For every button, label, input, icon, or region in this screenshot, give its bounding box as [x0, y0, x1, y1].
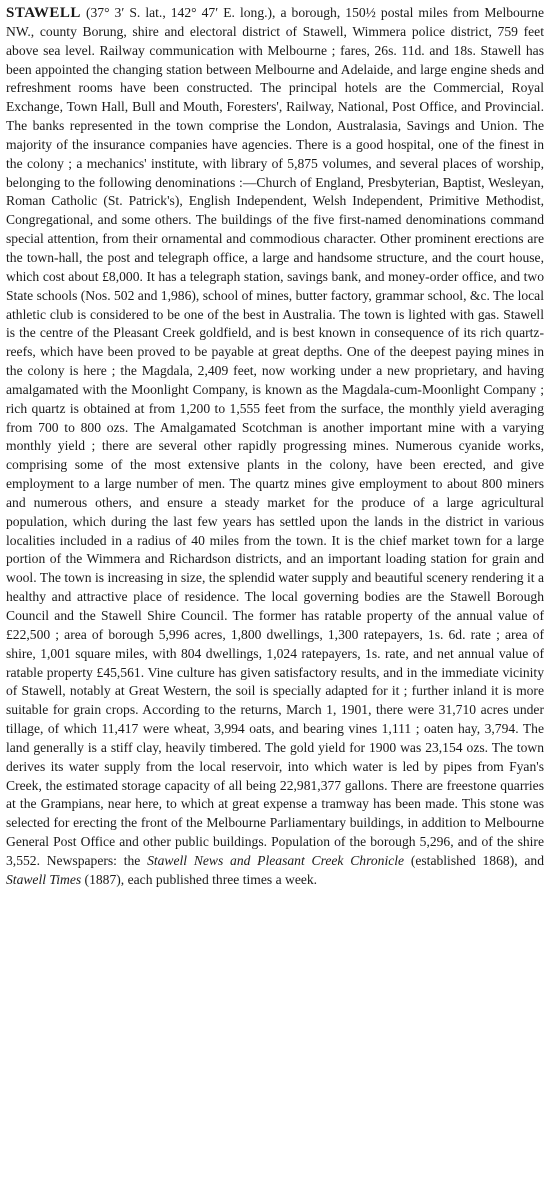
newspaper-title: Stawell Times	[6, 871, 82, 887]
entry-body-text: (37° 3′ S. lat., 142° 47′ E. long.), a borough, 150½ postal miles from Melbourne NW., county Borung, shire and electoral district of Stawell, Wimmera police district, 759 feet above sea level. Railway communication with Melbourne ; fares, 26s. 11d. and 18s. Stawell has been appointed the changing station between Melbourne and Adelaide, and large engine sheds and refreshment rooms have been constructed. The principal hotels are the Commercial, Royal Exchange, Town Hall, Bull and Mouth, Foresters', Railway, National, Post Office, and Provincial. The banks represented in the town comprise the London, Australasia, Savings and Union. The majority of the insurance companies have agencies. There is a good hospital, one of the finest in the colony ; a mechanics' institute, with library of 5,875 volumes, and several places of worship, belonging to the following denominations :—Church of England, Presbyterian, Baptist, Wesleyan, Roman Catholic (St. Patrick's), English Independent, Welsh Independent, Primitive Methodist, Congregational, and some others. The buildings of the five first-named denominations command special attention, from their ornamental and commodious character. Other prominent erections are the town-hall, the post and telegraph office, a large and handsome structure, and the court house, which cost about £8,000. It has a telegraph station, savings bank, and money-order office, and two State schools (Nos. 502 and 1,986), school of mines, butter factory, grammar school, &c. The local athletic club is considered to be one of the best in Australia. The town is lighted with gas. Stawell is the centre of the Pleasant Creek goldfield, and is best known in consequence of its rich quartz-reefs, which have been proved to be payable at great depths. One of the deepest paying mines in the colony is here ; the Magdala, 2,409 feet, now working under a new proprietary, and having amalgamated with the Moonlight Company, is known as the Magdala-cum-Moonlight Company ; rich quartz is obtained at from 1,200 to 1,555 feet from the surface, the monthly yield averaging from 700 to 800 ozs. The Amalgamated Scotchman is another important mine with a varying monthly yield ; there are several other rapidly progressing mines. Numerous cyanide works, comprising some of the most extensive plants in the colony, have been erected, and give employment to a large number of men. The quartz mines give employment to about 800 miners and numerous others, and ensure a steady market for the produce of a large agricultural population, which during the last few years has settled upon the lands in the district in various localities included in a radius of 40 miles from the town. It is the chief market town for a large portion of the Wimmera and Richardson districts, and an important loading station for grain and wool. The town is increasing in size, the splendid water supply and beautiful scenery rendering it a healthy and attractive place of residence. The local governing bodies are the Stawell Borough Council and the Stawell Shire Council. The former has ratable property of the annual value of £22,500 ; area of borough 5,996 acres, 1,800 dwellings, 1,300 ratepayers, 1s. 6d. rate ; area of shire, 1,001 square miles, with 804 dwellings, 1,024 ratepayers, 1s. rate, and net annual value of ratable property £45,561. Vine culture has given satisfactory results, and in the immediate vicinity of Stawell, notably at Great Western, the soil is specially adapted for it ; further inland it is more suitable for grain crops. According to the returns, March 1, 1901, there were 31,710 acres under tillage, of which 11,417 were wheat, 3,994 oats, and bearing vines 1,111 ; oaten hay, 3,794. The land generally is a stiff clay, heavily timbered. The gold yield for 1900 was 23,154 ozs. The town derives its water supply from the local reservoir, into which water is led by pipes from Fyan's Creek, the estimated storage capacity of all being 22,981,377 gallons. There are freestone quarries at the Grampians, near here, to which at great expense a tramway has been made. This stone was selected for erecting the front of the Melbourne Parliamentary buildings, in addition to Melbourne General Post Office and other public buildings. Population of the borough 5,296, and of the shire 3,552. Newspapers: the	[6, 5, 544, 868]
entry-headword: STAWELL	[6, 5, 81, 21]
entry-body-text: (established 1868), and	[404, 852, 544, 868]
newspaper-title: Stawell News and Pleasant Creek Chronicle	[147, 852, 405, 868]
entry-body-text: (1887), each published three times a week.	[81, 871, 318, 887]
gazetteer-entry-stawell	[6, 4, 544, 890]
